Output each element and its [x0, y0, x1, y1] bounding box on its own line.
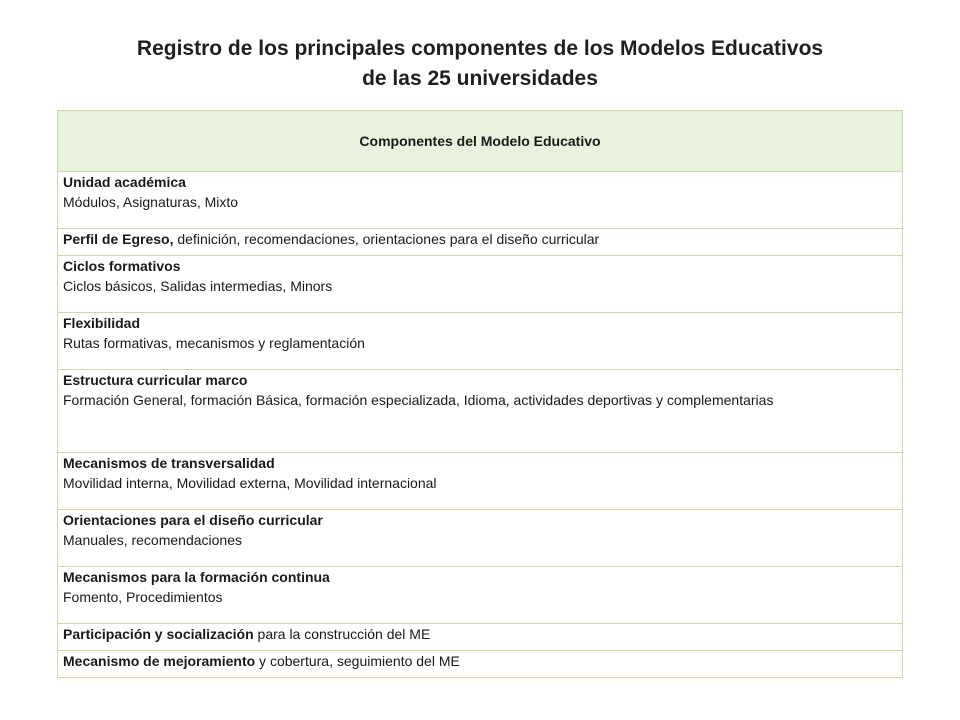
row-detail: Manuales, recomendaciones: [63, 532, 242, 548]
components-table: [57, 110, 903, 678]
table-cell: [58, 567, 903, 624]
table-cell: [58, 256, 903, 313]
table-row: [58, 510, 903, 567]
table-row: [58, 256, 903, 313]
table-header-row: [58, 111, 903, 172]
page-title-line-2: de las 25 universidades: [362, 67, 598, 90]
row-title: Estructura curricular marco: [63, 372, 248, 388]
table-row: [58, 567, 903, 624]
table-row: [58, 313, 903, 370]
row-detail: Fomento, Procedimientos: [63, 589, 223, 605]
table-row: [58, 453, 903, 510]
table-row: [58, 172, 903, 229]
row-title: Mecanismos para la formación continua: [63, 569, 330, 585]
row-inline-text: y cobertura, seguimiento del ME: [255, 653, 460, 669]
table-row: [58, 370, 903, 453]
row-title: Flexibilidad: [63, 315, 141, 331]
row-title: Participación y socialización: [63, 626, 254, 642]
table-cell: [58, 510, 903, 567]
row-detail: Rutas formativas, mecanismos y reglamentación: [63, 335, 365, 351]
row-title: Orientaciones para el diseño curricular: [63, 512, 323, 528]
table-cell: [58, 229, 903, 256]
page-title-line-1: Registro de los principales componentes de los Modelos Educativos: [136, 37, 824, 60]
row-detail: Movilidad interna, Movilidad externa, Movilidad internacional: [63, 475, 437, 491]
row-title: Ciclos formativos: [63, 258, 181, 274]
row-title: Mecanismo de mejoramiento: [63, 653, 256, 669]
row-inline-text: para la construcción del ME: [253, 626, 431, 642]
row-inline-text: definición, recomendaciones, orientaciones para el diseño curricular: [173, 231, 600, 247]
table-row: [58, 229, 903, 256]
table-row: [58, 651, 903, 678]
page-title: [0, 34, 960, 94]
table-cell: [58, 651, 903, 678]
row-detail: Formación General, formación Básica, formación especializada, Idioma, actividades deportivas y complementarias: [63, 392, 774, 408]
row-title: Perfil de Egreso,: [63, 231, 174, 247]
table-cell: [58, 172, 903, 229]
row-title: Unidad académica: [63, 174, 186, 190]
row-detail: Ciclos básicos, Salidas intermedias, Minors: [63, 278, 333, 294]
table-row: [58, 624, 903, 651]
row-title: Mecanismos de transversalidad: [63, 455, 275, 471]
row-detail: Módulos, Asignaturas, Mixto: [63, 194, 239, 210]
table-cell: [58, 624, 903, 651]
table-header: Componentes del Modelo Educativo: [58, 111, 903, 172]
table-cell: [58, 370, 903, 453]
table-cell: [58, 453, 903, 510]
table-cell: [58, 313, 903, 370]
